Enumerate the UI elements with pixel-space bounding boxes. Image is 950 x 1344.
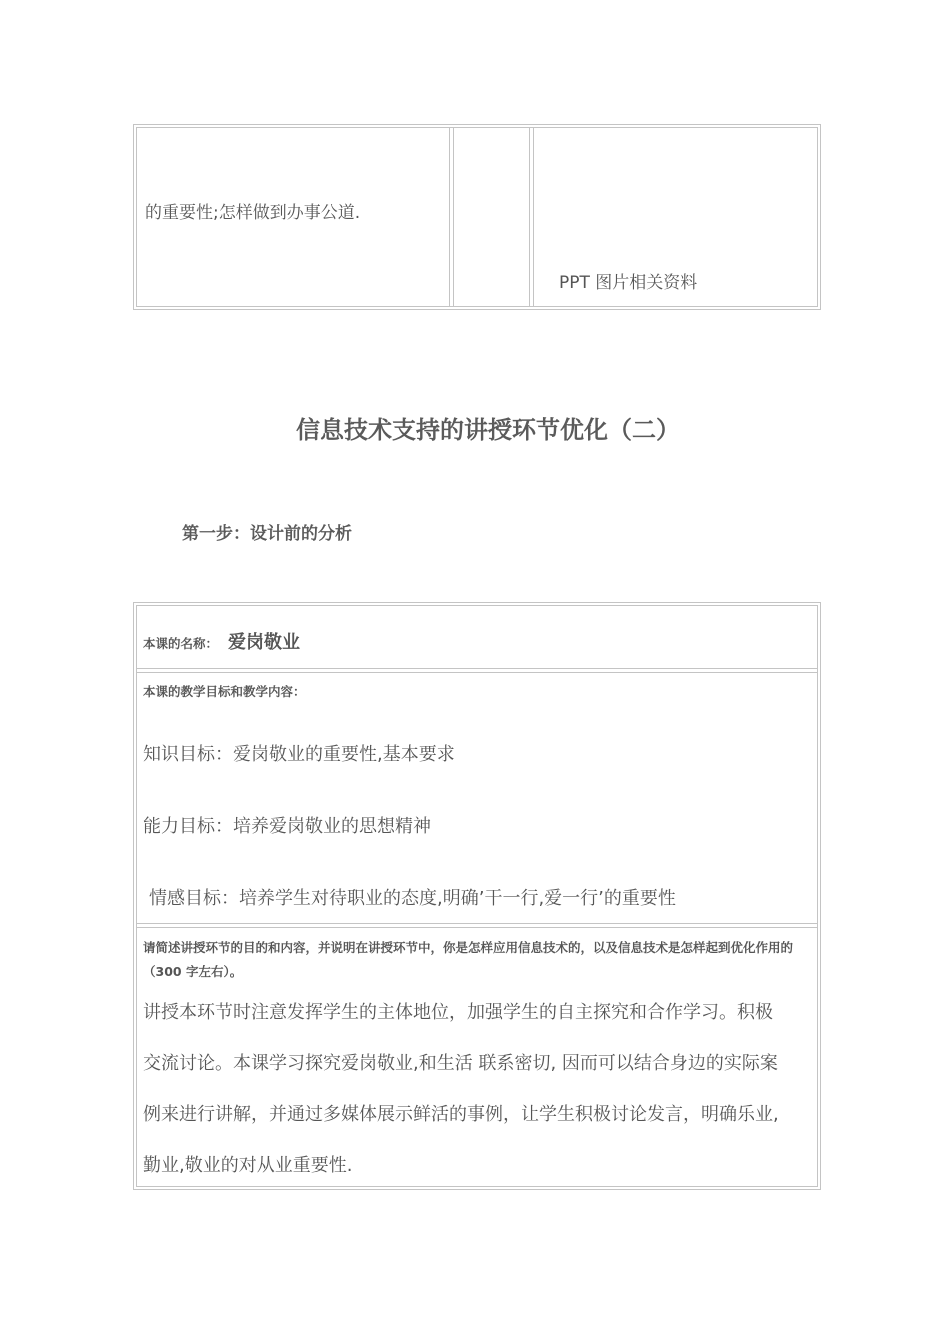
resource-table [133, 124, 821, 310]
answer-line: 交流讨论。本课学习探究爱岗敬业,和生活 联系密切, 因而可以结合身边的实际案 [143, 1053, 778, 1074]
objectives-label: 本课的教学目标和教学内容： [143, 684, 306, 699]
column-divider [449, 128, 450, 306]
analysis-table-inner [136, 605, 818, 1187]
row-divider [137, 672, 817, 673]
answer-line: 勤业,敬业的对从业重要性. [143, 1155, 353, 1176]
course-name-value: 爱岗敬业 [228, 632, 301, 653]
page-title: 信息技术支持的讲授环节优化（二） [296, 416, 680, 444]
course-name-row [143, 628, 300, 654]
table-cell-resources: PPT 图片相关资料 [559, 273, 698, 293]
resource-table-inner [136, 127, 818, 307]
analysis-table [133, 602, 821, 1190]
section-heading: 第一步：设计前的分析 [182, 524, 352, 544]
answer-line: 例来进行讲解，并通过多媒体展示鲜活的事例，让学生积极讨论发言，明确乐业, [143, 1104, 779, 1125]
question-prompt: 请简述讲授环节的目的和内容，并说明在讲授环节中，你是怎样应用信息技术的，以及信息技术是怎样起到优化作用的（300 字左右）。 [143, 940, 794, 979]
column-divider [529, 128, 530, 306]
course-name-label: 本课的名称： [143, 636, 219, 651]
row-divider [137, 923, 817, 924]
table-cell-content: 的重要性;怎样做到办事公道. [145, 203, 361, 223]
column-divider [453, 128, 454, 306]
row-divider [137, 927, 817, 928]
ability-goal: 能力目标：培养爱岗敬业的思想精神 [143, 816, 431, 837]
answer-line: 讲授本环节时注意发挥学生的主体地位，加强学生的自主探究和合作学习。积极 [143, 1002, 773, 1023]
column-divider [533, 128, 534, 306]
emotion-goal: 情感目标：培养学生对待职业的态度,明确’干一行,爱一行’的重要性 [149, 888, 676, 909]
row-divider [137, 668, 817, 669]
knowledge-goal: 知识目标：爱岗敬业的重要性,基本要求 [143, 744, 455, 765]
